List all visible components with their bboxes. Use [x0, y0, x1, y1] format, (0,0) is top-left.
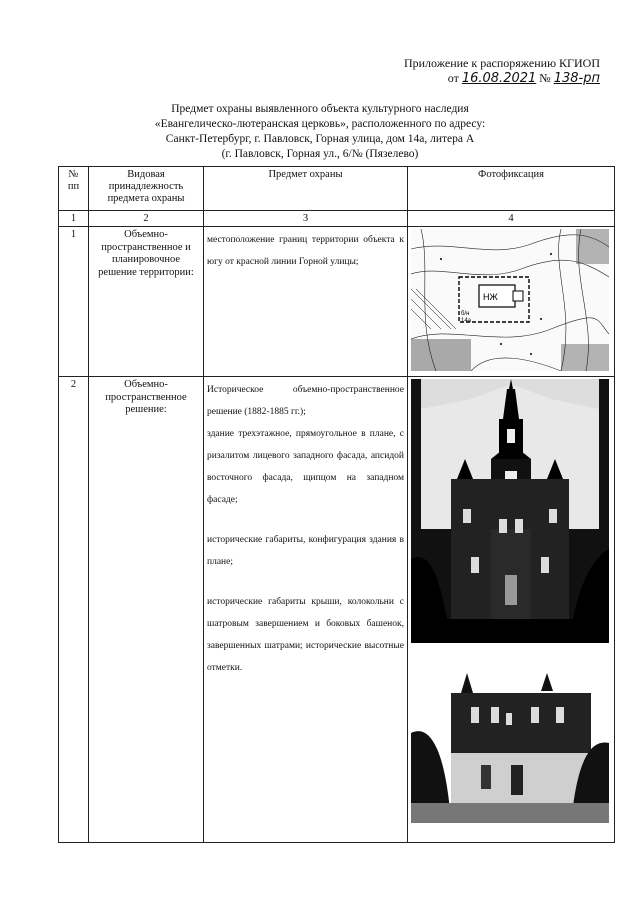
annex-number: 138-рп	[553, 71, 600, 86]
map-label-letter: 14а	[461, 318, 472, 324]
header-subject: Предмет охраны	[204, 167, 408, 211]
row-2-photos	[408, 377, 615, 843]
header-num: № пп	[59, 167, 89, 211]
row-1-photo	[408, 227, 615, 377]
colnum-1: 1	[59, 211, 89, 227]
site-plan-map-image	[411, 229, 609, 371]
church-photo-west-facade	[411, 379, 609, 643]
annex-no: №	[539, 71, 551, 85]
row-2-subject-item-4: исторические габариты крыши, колокольни с шатровым завершением и боковых башенок, завершенных шатрами; исторические высотные отметки.	[207, 597, 404, 673]
annex-date-line	[340, 71, 600, 86]
row-2-subject-item-3: исторические габариты, конфигурация здания в плане;	[207, 535, 404, 567]
colnum-4: 4	[408, 211, 615, 227]
map-label-number: б/н	[461, 311, 470, 317]
title-line-2: «Евангелическо-лютеранская церковь», расположенного по адресу:	[154, 118, 486, 130]
annex-header	[340, 56, 600, 86]
document-title	[60, 102, 580, 162]
row-2-subject-item-2: здание трехэтажное, прямоугольное в плане, с ризалитом лицевого западного фасада, апсидой восточного фасада, щипцом на западном фасаде;	[207, 429, 404, 505]
row-1-subject-text: местоположение границ территории объекта к югу от красной линии Горной улицы;	[207, 235, 404, 267]
colnum-2: 2	[89, 211, 204, 227]
title-line-3: Санкт-Петербург, г. Павловск, Горная улица, дом 14а, литера А	[165, 133, 475, 145]
row-2-num: 2	[59, 377, 89, 843]
row-2-subject	[204, 377, 408, 843]
row-1-category: Объемно-пространственное и планировочное решение территории:	[89, 227, 204, 377]
title-line-1: Предмет охраны выявленного объекта культурного наследия	[171, 103, 469, 115]
colnum-3: 3	[204, 211, 408, 227]
row-2-subject-item-1: Историческое объемно-пространственное решение (1882-1885 гг.);	[207, 385, 404, 417]
annex-from: от	[447, 71, 459, 85]
header-photo: Фотофиксация	[408, 167, 615, 211]
title-line-4: (г. Павловск, Горная ул., 6/№ (Пязелево)	[221, 148, 419, 160]
protection-table	[58, 166, 615, 843]
annex-date: 16.08.2021	[461, 71, 537, 86]
church-photo-side-view	[411, 673, 609, 823]
map-label-building: НЖ	[483, 292, 498, 302]
row-2-category: Объемно-пространственное решение:	[89, 377, 204, 843]
annex-line: Приложение к распоряжению КГИОП	[403, 56, 600, 70]
header-category: Видовая принадлежность предмета охраны	[89, 167, 204, 211]
row-1-num: 1	[59, 227, 89, 377]
row-1-subject	[204, 227, 408, 377]
